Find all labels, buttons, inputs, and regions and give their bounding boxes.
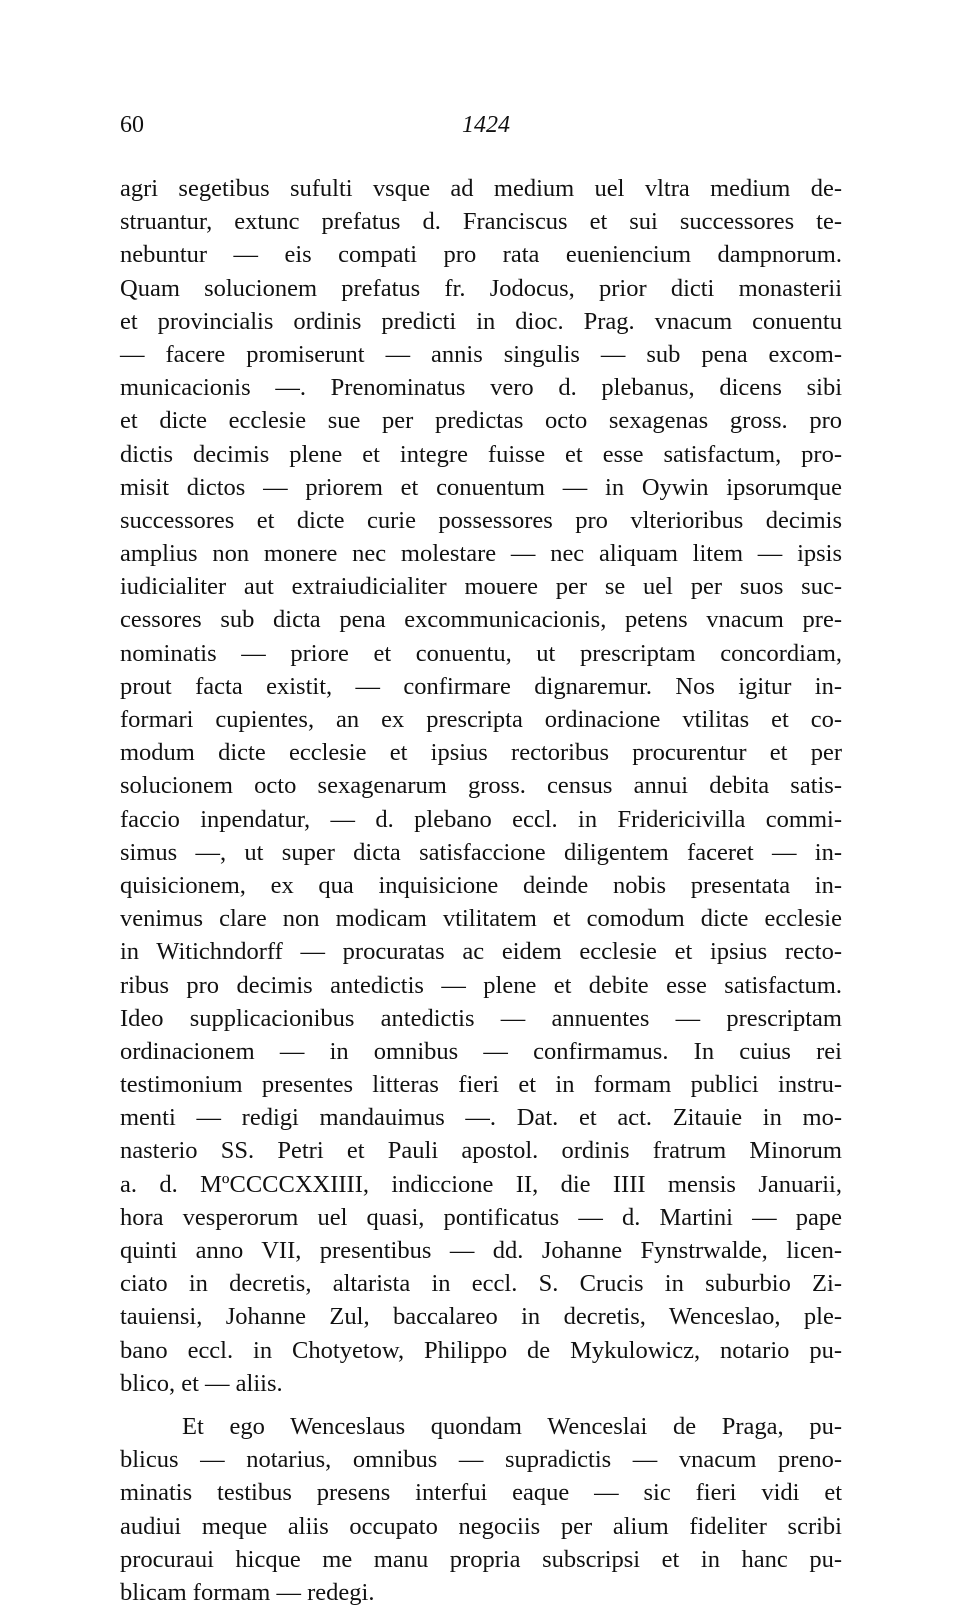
text-line: nebuntur — eis compati pro rata eueniencium dampnorum. — [120, 241, 842, 269]
text-line: blico, et — aliis. — [120, 1369, 283, 1397]
text-line: dictis decimis plene et integre fuisse et esse satisfactum, pro- — [120, 440, 842, 468]
text-line: nasterio SS. Petri et Pauli apostol. ordinis fratrum Minorum — [120, 1137, 842, 1165]
text-line: Et ego Wenceslaus quondam Wenceslai de Praga, pu- — [182, 1412, 842, 1440]
text-line: amplius non monere nec molestare — nec aliquam litem — ipsis — [120, 540, 842, 568]
text-line: Quam solucionem prefatus fr. Jodocus, prior dicti monasterii — [120, 274, 842, 302]
text-line: faccio inpendatur, — d. plebano eccl. in Fridericivilla commi- — [120, 805, 842, 833]
text-line: — facere promiserunt — annis singulis — sub pena excom- — [120, 340, 842, 368]
text-line: blicus — notarius, omnibus — supradictis — vnacum preno- — [120, 1446, 842, 1474]
text-line: formari cupientes, an ex prescripta ordinacione vtilitas et co- — [120, 706, 842, 733]
paragraph — [120, 1410, 842, 1609]
page-number: 60 — [120, 112, 144, 138]
paragraph-gap — [120, 1400, 842, 1410]
text-line: et dicte ecclesie sue per predictas octo sexagenas gross. pro — [120, 407, 842, 435]
body-text — [120, 172, 842, 1609]
text-line: testimonium presentes litteras fieri et in formam publici instru- — [120, 1071, 842, 1099]
text-line: tauiensi, Johanne Zul, baccalareo in decretis, Wenceslao, ple- — [120, 1303, 842, 1331]
text-line: struantur, extunc prefatus d. Franciscus et sui successores te- — [120, 208, 842, 236]
text-line: venimus clare non modicam vtilitatem et comodum dicte ecclesie — [120, 905, 842, 933]
page-header — [120, 112, 840, 146]
text-line: iudicialiter aut extraiudicialiter mouere per se uel per suos suc- — [120, 573, 842, 601]
text-line: nominatis — priore et conuentu, ut prescriptam concordiam, — [120, 639, 842, 667]
text-line: modum dicte ecclesie et ipsius rectoribus procurentur et per — [120, 739, 842, 767]
text-line: audiui meque aliis occupato negociis per alium fideliter scribi — [120, 1512, 842, 1540]
paragraph — [120, 172, 842, 1400]
text-line: procuraui hicque me manu propria subscripsi et in hanc pu- — [120, 1545, 842, 1573]
text-line: ciato in decretis, altarista in eccl. S. Crucis in suburbio Zi- — [120, 1270, 842, 1298]
text-line: municacionis —. Prenominatus vero d. plebanus, dicens sibi — [120, 374, 842, 402]
text-line: a. d. MºCCCCXXIIII, indiccione II, die IIII mensis Januarii, — [120, 1170, 842, 1198]
text-line: bano eccl. in Chotyetow, Philippo de Mykulowicz, notario pu- — [120, 1336, 842, 1364]
text-line: prout facta existit, — confirmare dignaremur. Nos igitur in- — [120, 672, 842, 700]
text-line: et provincialis ordinis predicti in dioc. Prag. vnacum conuentu — [120, 307, 842, 335]
text-line: solucionem octo sexagenarum gross. census annui debita satis- — [120, 772, 842, 800]
text-line: successores et dicte curie possessores pro vlterioribus decimis — [120, 506, 842, 534]
text-line: in Witichndorff — procuratas ac eidem ecclesie et ipsius recto- — [120, 938, 842, 966]
running-header-year: 1424 — [462, 112, 510, 138]
text-line: quisicionem, ex qua inquisicione deinde nobis presentata in- — [120, 871, 842, 899]
text-line: ordinacionem — in omnibus — confirmamus. In cuius rei — [120, 1037, 842, 1065]
text-line: quinti anno VII, presentibus — dd. Johanne Fynstrwalde, licen- — [120, 1237, 842, 1264]
text-line: menti — redigi mandauimus —. Dat. et act. Zitauie in mo- — [120, 1104, 842, 1132]
text-line: misit dictos — priorem et conuentum — in Oywin ipsorumque — [120, 473, 842, 501]
text-line: minatis testibus presens interfui eaque — sic fieri vidi et — [120, 1479, 842, 1507]
text-line: blicam formam — redegi. — [120, 1578, 375, 1606]
text-line: simus —, ut super dicta satisfaccione diligentem faceret — in- — [120, 838, 842, 866]
text-line: cessores sub dicta pena excommunicacionis, petens vnacum pre- — [120, 606, 842, 634]
text-line: ribus pro decimis antedictis — plene et debite esse satisfactum. — [120, 971, 842, 999]
text-line: agri segetibus sufulti vsque ad medium uel vltra medium de- — [120, 175, 842, 202]
text-line: hora vesperorum uel quasi, pontificatus — d. Martini — pape — [120, 1203, 842, 1231]
text-line: Ideo supplicacionibus antedictis — annuentes — prescriptam — [120, 1004, 842, 1032]
